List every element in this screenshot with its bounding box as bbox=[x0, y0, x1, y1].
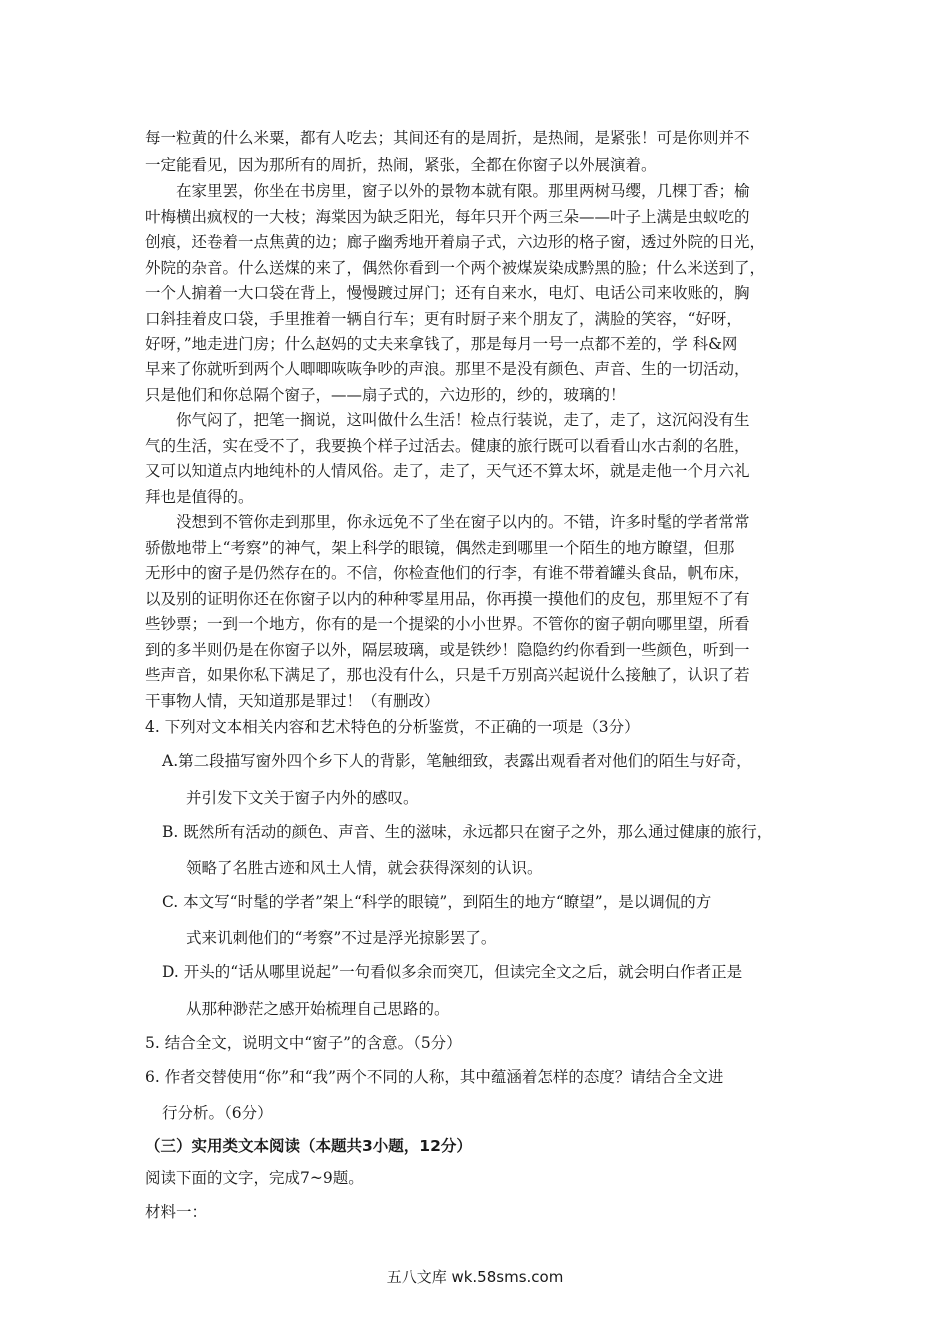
option-d-line2: 从那种渺茫之感开始梳理自己思路的。 bbox=[186, 1000, 450, 1018]
passage-line: 你气闷了，把笔一搁说，这叫做什么生活！检点行装说，走了，走了，这沉闷没有生 bbox=[176, 411, 750, 429]
section-intro: 阅读下面的文字，完成7~9题。 bbox=[145, 1169, 364, 1187]
option-b-line2: 领略了名胜古迹和风土人情，就会获得深刻的认识。 bbox=[186, 859, 543, 877]
question-6-line2: 行分析。（6分） bbox=[162, 1104, 273, 1122]
section-heading: （三）实用类文本阅读（本题共3小题，12分） bbox=[145, 1137, 472, 1155]
passage-line: 好呀，”地走进门房；什么赵妈的丈夫来拿钱了，那是每月一号一点都不差的，学 科&网 bbox=[145, 335, 738, 353]
passage-line: 骄傲地带上“考察”的神气，架上科学的眼镜，偶然走到哪里一个陌生的地方瞭望，但那 bbox=[145, 539, 735, 557]
passage-line: 无形中的窗子是仍然存在的。不信，你检查他们的行李，有谁不带着罐头食品，帆布床， bbox=[145, 564, 750, 582]
passage-line: 口斜挂着皮口袋，手里推着一辆自行车；更有时厨子来个朋友了，满脸的笑容，“好呀， bbox=[145, 310, 742, 328]
question-5: 5. 结合全文，说明文中“窗子”的含意。（5分） bbox=[145, 1034, 462, 1052]
option-a-line2: 并引发下文关于窗子内外的感叹。 bbox=[186, 789, 419, 807]
material-label: 材料一： bbox=[145, 1203, 208, 1221]
option-b-line1: B. 既然所有活动的颜色、声音、生的滋味，永远都只在窗子之外，那么通过健康的旅行， bbox=[162, 823, 773, 841]
passage-line: 没想到不管你走到那里，你永远免不了坐在窗子以内的。不错，许多时髦的学者常常 bbox=[176, 513, 750, 531]
passage-line: 些声音，如果你私下满足了，那也没有什么，只是千万别高兴起说什么接触了，认识了若 bbox=[145, 666, 750, 684]
question-6-line1: 6. 作者交替使用“你”和“我”两个不同的人称，其中蕴涵着怎样的态度？请结合全文进 bbox=[145, 1068, 724, 1086]
passage-line: 又可以知道点内地纯朴的人情风俗。走了，走了，天气还不算太坏，就是走他一个月六礼 bbox=[145, 462, 750, 480]
option-a-line1: A.第二段描写窗外四个乡下人的背影，笔触细致，表露出观看者对他们的陌生与好奇， bbox=[162, 752, 752, 770]
passage-line: 些钞票；一到一个地方，你有的是一个提梁的小小世界。不管你的窗子朝向哪里望，所看 bbox=[145, 615, 750, 633]
question-4: 4. 下列对文本相关内容和艺术特色的分析鉴赏，不正确的一项是（3分） bbox=[145, 718, 640, 736]
passage-line: 一个人掮着一大口袋在背上，慢慢踱过屏门；还有自来水，电灯、电话公司来收账的，胸 bbox=[145, 284, 750, 302]
passage-line: 外院的杂音。什么送煤的来了，偶然你看到一个两个被煤炭染成黔黑的脸；什么米送到了， bbox=[145, 259, 766, 277]
option-c-line1: C. 本文写“时髦的学者”架上“科学的眼镜”，到陌生的地方“瞭望”，是以调侃的方 bbox=[162, 893, 712, 911]
passage-line: 早来了你就听到两个人唧唧咴咴争吵的声浪。那里不是没有颜色、声音、生的一切活动， bbox=[145, 360, 750, 378]
passage-line: 在家里罢，你坐在书房里，窗子以外的景物本就有限。那里两树马缨，几棵丁香；榆 bbox=[176, 182, 750, 200]
passage-line: 只是他们和你总隔个窗子，——扇子式的，六边形的，纱的，玻璃的！ bbox=[145, 386, 626, 404]
option-d-line1: D. 开头的“话从哪里说起”一句看似多余而突兀，但读完全文之后，就会明白作者正是 bbox=[162, 963, 743, 981]
passage-line: 到的多半则仍是在你窗子以外，隔层玻璃，或是铁纱！隐隐约约你看到一些颜色，听到一 bbox=[145, 641, 750, 659]
passage-line: 创痕，还卷着一点焦黄的边；廊子幽秀地开着扇子式，六边形的格子窗，透过外院的日光， bbox=[145, 233, 766, 251]
option-c-line2: 式来讥刺他们的“考察”不过是浮光掠影罢了。 bbox=[186, 929, 497, 947]
page-footer: 五八文库 wk.58sms.com bbox=[386, 1268, 564, 1286]
passage-line: 一定能看见，因为那所有的周折，热闹，紧张，全都在你窗子以外展演着。 bbox=[145, 156, 657, 174]
passage-line: 以及别的证明你还在你窗子以内的种种零星用品，你再摸一摸他们的皮包，那里短不了有 bbox=[145, 590, 750, 608]
passage-line: 叶梅横出疯杈的一大枝；海棠因为缺乏阳光，每年只开个两三朵——叶子上满是虫蚁吃的 bbox=[145, 208, 750, 226]
passage-line: 拜也是值得的。 bbox=[145, 488, 254, 506]
passage-line: 每一粒黄的什么米粟，都有人吃去；其间还有的是周折，是热闹，是紧张！可是你则并不 bbox=[145, 129, 750, 147]
passage-line: 气的生活，实在受不了，我要换个样子过活去。健康的旅行既可以看看山水古刹的名胜， bbox=[145, 437, 750, 455]
passage-line: 干事物人情，天知道那是罪过！（有删改） bbox=[145, 692, 440, 710]
